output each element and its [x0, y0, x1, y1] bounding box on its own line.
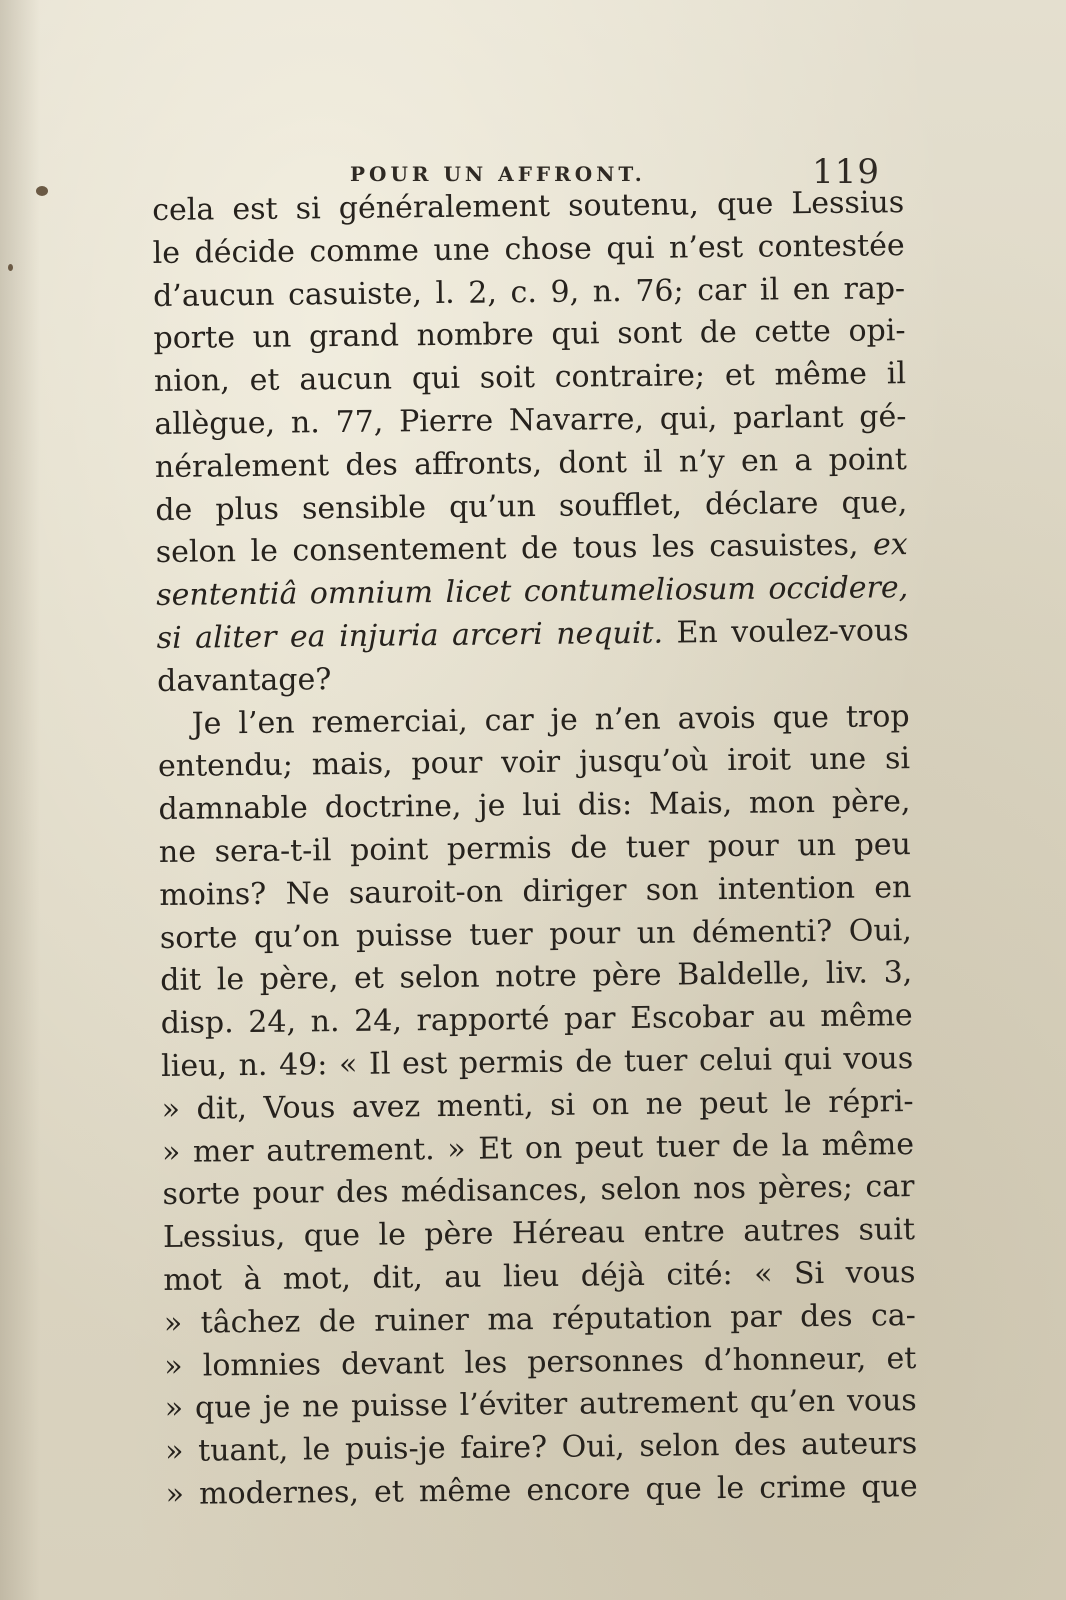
text-line: damnable doctrine, je lui dis: Mais, mon père, [158, 784, 911, 828]
text-line: moins? Ne sauroit-on diriger son intention en [159, 869, 912, 913]
ink-spot [36, 186, 48, 196]
text-line: » tuant, le puis-je faire? Oui, selon des auteurs [165, 1426, 918, 1470]
text-fragment: selon le consentement de tous les casuistes, [155, 527, 859, 571]
text-fragment: En voulez-vous [676, 613, 909, 651]
paragraph-start-line: Je l’en remerciai, car je n’en avois que trop [191, 698, 910, 742]
text-line: de plus sensible qu’un soufflet, déclare que, [155, 484, 908, 528]
text-line: porte un grand nombre qui sont de cette opi- [153, 313, 906, 357]
text-line: sorte pour des médisances, selon nos pères; car [162, 1169, 915, 1213]
text-line: » modernes, et même encore que le crime que [165, 1468, 918, 1512]
text-line: lieu, n. 49: « Il est permis de tuer celui qui vous [160, 1041, 914, 1084]
text-line: » dit, Vous avez menti, si on ne peut le répri- [161, 1083, 914, 1127]
text-line: ne sera-t-il point permis de tuer pour un peu [158, 827, 912, 870]
text-line: davantage? [156, 661, 332, 699]
latin-line: sententiâ omnium licet contumeliosum occidere, [156, 570, 909, 614]
text-line: entendu; mais, pour voir jusqu’où iroit une si [157, 741, 911, 785]
text-line: d’aucun casuiste, l. 2, c. 9, n. 76; car il en rap- [152, 270, 906, 314]
text-line: cela est si généralement soutenu, que Lessius [152, 185, 905, 228]
text-line: disp. 24, n. 24, rapporté par Escobar au même [160, 998, 913, 1042]
latin-fragment: ex [872, 527, 908, 563]
body-text [152, 182, 918, 1517]
text-line [156, 610, 908, 661]
ink-spot [8, 264, 13, 271]
text-line: nion, et aucun qui soit contraire; et même il [153, 356, 907, 400]
text-line: le décide comme une chose qui n’est contestée [152, 227, 905, 271]
text-line: » tâchez de ruiner ma réputation par des ca- [163, 1297, 917, 1341]
text-line: néralement des affronts, dont il n’y en a point [154, 441, 908, 485]
page-edge-shadow [0, 0, 40, 1600]
latin-fragment: si aliter ea injuria arceri nequit. [156, 615, 664, 656]
text-line: mot à mot, dit, au lieu déjà cité: « Si vous [163, 1254, 916, 1298]
text-line: Lessius, que le père Héreau entre autres suit [162, 1212, 916, 1256]
text-line: » mer autrement. » Et on peut tuer de la même [161, 1126, 915, 1170]
text-line: » lomnies devant les personnes d’honneur, et [164, 1340, 917, 1384]
text-line: sorte qu’on puisse tuer pour un démenti? Oui, [159, 912, 912, 956]
text-line: dit le père, et selon notre père Baldelle, liv. 3, [160, 955, 913, 999]
running-title: POUR UN AFFRONT. [350, 162, 646, 186]
text-line: allègue, n. 77, Pierre Navarre, qui, parlant gé- [154, 399, 907, 442]
page-number: 119 [812, 152, 880, 192]
text-line: » que je ne puisse l’éviter autrement qu’en vous [164, 1383, 917, 1427]
